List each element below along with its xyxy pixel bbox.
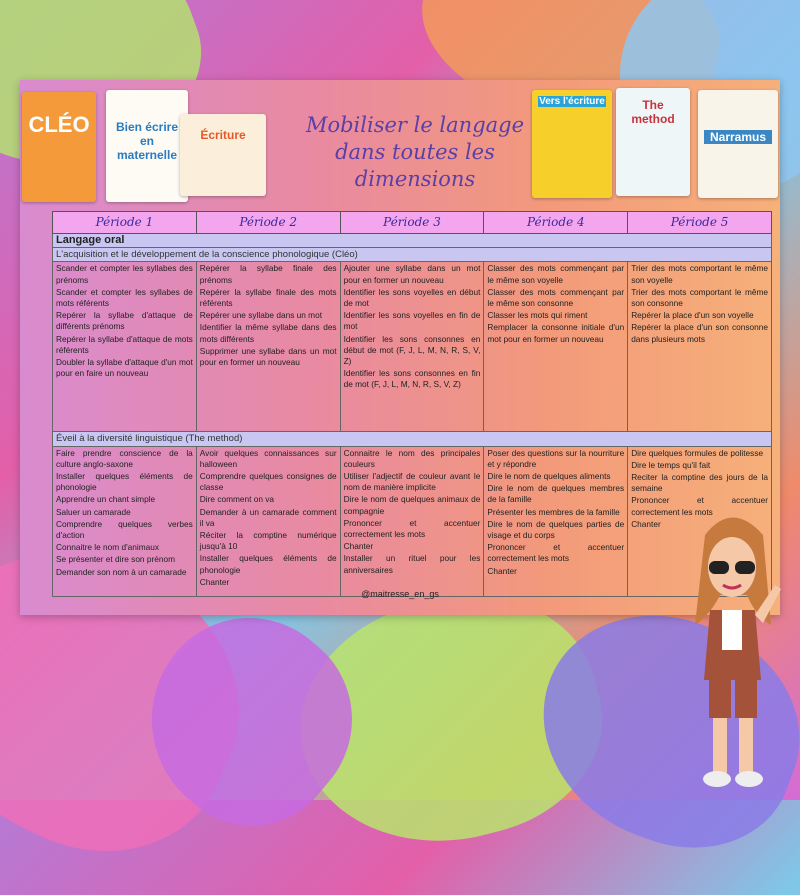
list-item: Scander et compter les syllabes des prénoms bbox=[56, 263, 193, 285]
list-item: Chanter bbox=[343, 541, 374, 552]
book-title: The method bbox=[631, 98, 675, 126]
list-item: Dire le temps qu'il fait bbox=[631, 459, 711, 470]
list-item: Apprendre un chant simple bbox=[56, 494, 156, 505]
title-line-1: Mobiliser le langage bbox=[305, 113, 525, 137]
list-item: Comprendre quelques consignes de classe bbox=[199, 471, 337, 493]
section-subtitle: L'acquisition et le développement de la conscience phonologique (Cléo) bbox=[53, 248, 772, 262]
list-item: Installer quelques éléments de phonologie bbox=[56, 471, 193, 493]
list-item: Remplacer la consonne initiale d'un mot pour en former un nouveau bbox=[487, 322, 625, 344]
table-cell bbox=[196, 446, 340, 596]
book-title: Narramus bbox=[704, 130, 772, 144]
list-item: Identifier les sons voyelles en début de mot bbox=[343, 286, 481, 309]
title-line-2: dans toutes les dimensions bbox=[335, 140, 495, 191]
list-item: Prononcer et accentuer correctement les mots bbox=[343, 517, 481, 540]
list-item: Prononcer et accentuer correctement les mots bbox=[487, 542, 625, 564]
list-item: Demander à un camarade comment il va bbox=[199, 506, 337, 528]
book-title: Bien écrire en maternelle bbox=[115, 120, 179, 162]
list-item: Présenter les membres de la famille bbox=[487, 506, 620, 517]
list-item: Classer des mots commençant par le même son consonne bbox=[487, 286, 625, 309]
list-item: Trier des mots comportant le même son voyelle bbox=[631, 263, 768, 285]
list-item: Reciter la comptine des jours de la semaine bbox=[631, 472, 768, 494]
planning-table bbox=[52, 211, 772, 597]
list-item: Dire le nom de quelques membres de la famille bbox=[487, 483, 625, 505]
table-row bbox=[53, 262, 772, 432]
list-item: Doubler la syllabe d'attaque d'un mot pour en faire un nouveau bbox=[56, 357, 193, 379]
list-item: Comprendre quelques verbes d'action bbox=[56, 518, 193, 541]
table-cell bbox=[628, 262, 772, 432]
period-header: Période 2 bbox=[196, 212, 340, 234]
footer-handle: @maitresse_en_gs bbox=[361, 589, 439, 599]
list-item: Ajouter une syllabe dans un mot pour en former un nouveau bbox=[343, 263, 481, 285]
book-ecriture bbox=[180, 114, 266, 196]
list-item: Utiliser l'adjectif de couleur avant le nom de manière implicite bbox=[343, 471, 481, 493]
period-header-row bbox=[53, 212, 772, 234]
list-item: Identifier la même syllabe dans des mots différents bbox=[199, 322, 337, 344]
list-item: Se présenter et dire son prénom bbox=[56, 554, 175, 565]
book-covers bbox=[20, 80, 780, 205]
list-item: Avoir quelques connaissances sur halloween bbox=[199, 447, 337, 469]
list-item: Repérer la syllabe finale des prénoms bbox=[199, 263, 337, 285]
list-item: Repérer la syllabe finale des mots référents bbox=[199, 286, 337, 309]
list-item: Identifier les sons voyelles en fin de mot bbox=[343, 310, 481, 332]
list-item: Identifier les sons consonnes en fin de mot (F, J, L, M, N, R, S, V, Z) bbox=[343, 368, 481, 390]
list-item: Demander son nom à un camarade bbox=[56, 566, 187, 577]
list-item: Saluer un camarade bbox=[56, 506, 131, 517]
table-cell bbox=[484, 446, 628, 596]
period-header: Période 5 bbox=[628, 212, 772, 234]
book-cleo bbox=[22, 92, 96, 202]
list-item: Dire quelques formules de politesse bbox=[631, 447, 764, 458]
period-header: Période 4 bbox=[484, 212, 628, 234]
list-item: Faire prendre conscience de la culture anglo-saxone bbox=[56, 447, 193, 469]
table-cell bbox=[196, 262, 340, 432]
list-item: Dire le nom de quelques animaux de compagnie bbox=[343, 494, 481, 516]
book-narramus bbox=[698, 90, 778, 198]
list-item: Supprimer une syllabe dans un mot pour en former un nouveau bbox=[199, 345, 337, 368]
list-item: Classer des mots commençant par le même son voyelle bbox=[487, 263, 625, 285]
list-item: Identifier les sons consonnes en début de mot (F, J, L, M, N, R, S, V, Z) bbox=[343, 333, 481, 367]
list-item: Classer les mots qui riment bbox=[487, 310, 588, 321]
list-item: Poser des questions sur la nourriture et y répondre bbox=[487, 447, 625, 469]
list-item: Repérer la syllabe d'attaque de différents prénoms bbox=[56, 310, 193, 332]
period-header: Période 3 bbox=[340, 212, 484, 234]
section-title: Langage oral bbox=[53, 234, 772, 248]
table-cell bbox=[340, 446, 484, 596]
table-cell bbox=[53, 262, 197, 432]
list-item: Installer un rituel pour les anniversaires bbox=[343, 553, 481, 575]
table-row bbox=[53, 446, 772, 596]
book-the-method bbox=[616, 88, 690, 196]
book-title: CLÉO bbox=[28, 112, 90, 137]
list-item: Prononcer et accentuer correctement les mots bbox=[631, 495, 768, 517]
list-item: Chanter bbox=[487, 565, 517, 576]
list-item: Dire le nom de quelques parties de visage et du corps bbox=[487, 518, 625, 541]
list-item: Repérer la place d'un son voyelle bbox=[631, 310, 754, 321]
table-cell bbox=[340, 262, 484, 432]
book-vers-ecriture bbox=[532, 90, 612, 198]
list-item: Trier des mots comportant le même son consonne bbox=[631, 286, 768, 309]
list-item: Repérer la place d'un son consonne dans plusieurs mots bbox=[631, 322, 768, 344]
list-item: Scander et compter les syllabes de mots référents bbox=[56, 286, 193, 309]
book-bien-ecrire bbox=[106, 90, 188, 202]
list-item: Repérer une syllabe dans un mot bbox=[199, 310, 323, 321]
table-cell bbox=[484, 262, 628, 432]
book-title: Vers l'écriture bbox=[539, 96, 605, 107]
section-subtitle: Éveil à la diversité linguistique (The method) bbox=[53, 432, 772, 446]
list-item: Réciter la comptine numérique jusqu'à 10 bbox=[199, 530, 337, 552]
list-item: Repérer la syllabe d'attaque de mots référents bbox=[56, 333, 193, 355]
planning-card bbox=[20, 80, 780, 615]
period-header: Période 1 bbox=[53, 212, 197, 234]
list-item: Chanter bbox=[199, 576, 230, 587]
list-item: Connaitre le nom des principales couleurs bbox=[343, 447, 481, 469]
table-cell bbox=[53, 446, 197, 596]
list-item: Chanter bbox=[631, 518, 661, 529]
list-item: Dire comment on va bbox=[199, 494, 275, 505]
list-item: Installer quelques éléments de phonologie bbox=[199, 553, 337, 575]
avatar-illustration bbox=[675, 505, 790, 795]
list-item: Connaitre le nom d'animaux bbox=[56, 542, 160, 553]
list-item: Dire le nom de quelques aliments bbox=[487, 471, 611, 482]
book-title: Écriture bbox=[200, 128, 246, 142]
